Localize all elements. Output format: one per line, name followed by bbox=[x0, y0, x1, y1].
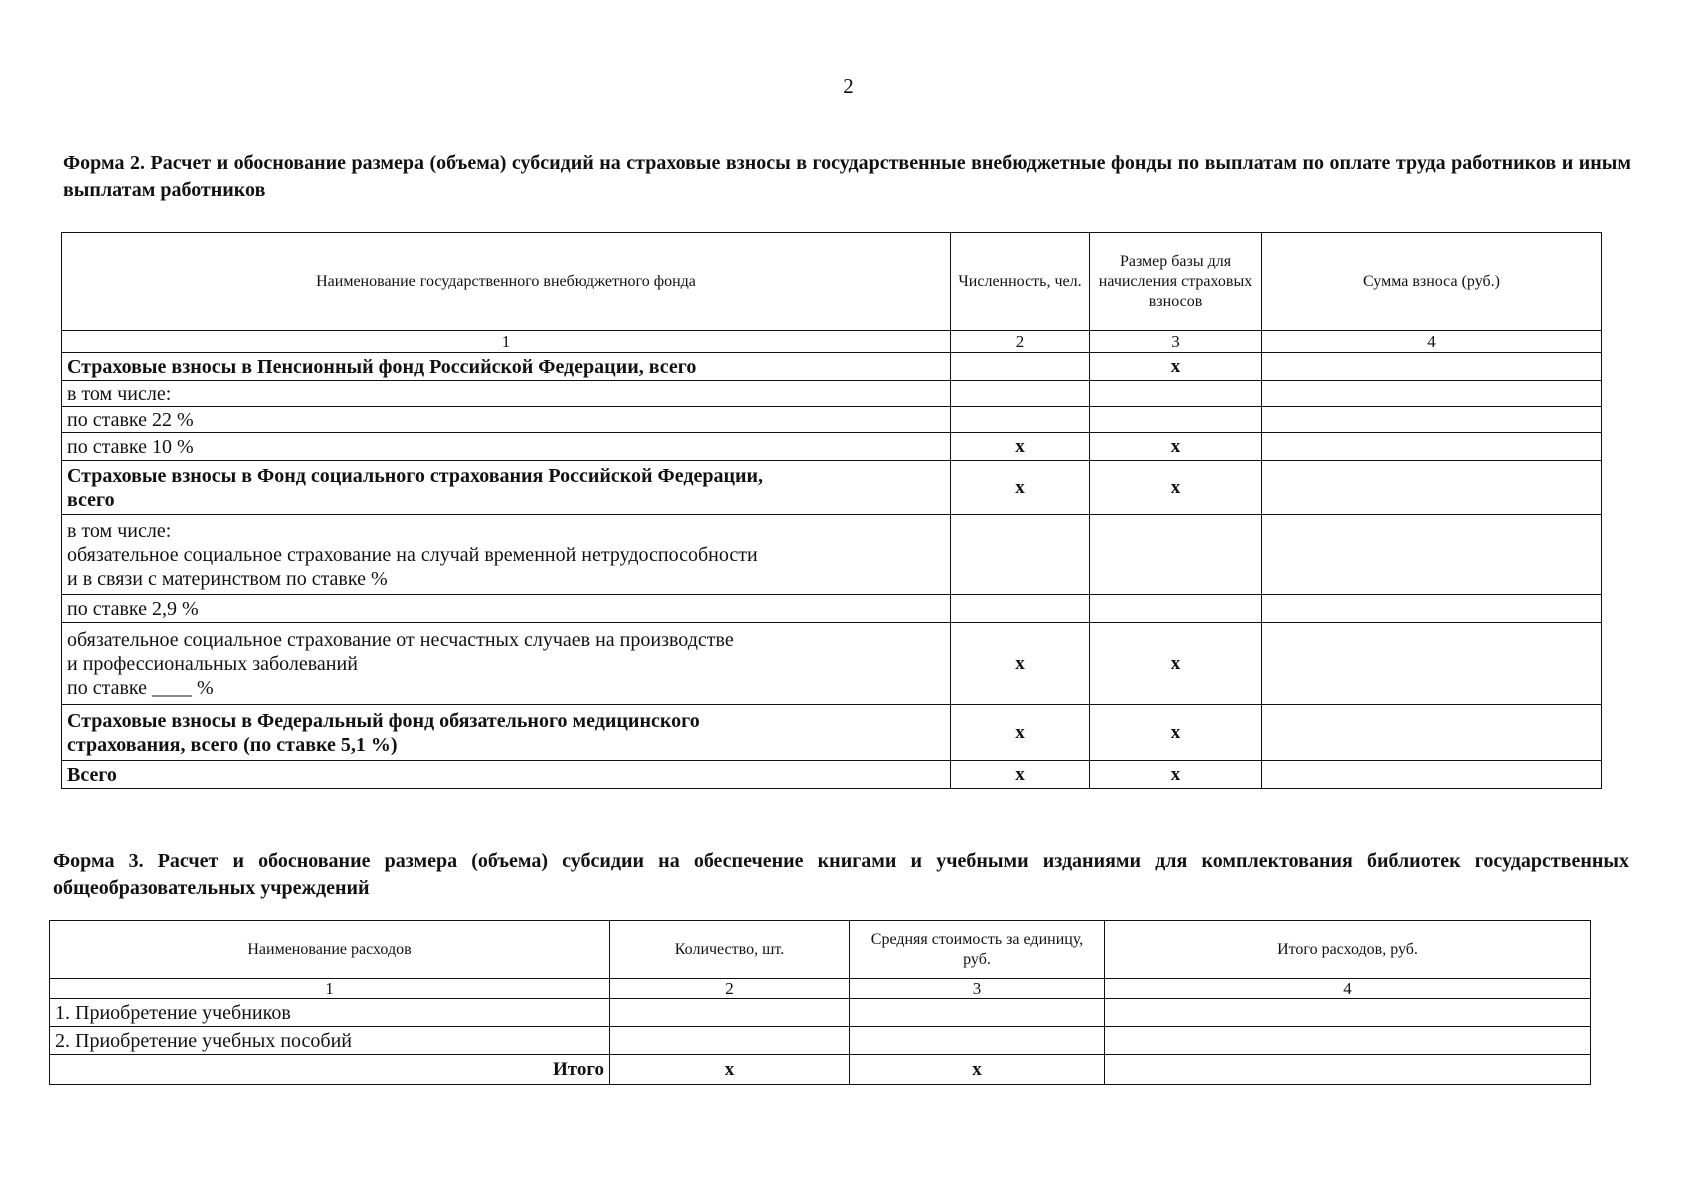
form3-header-avg: Средняя стоимость за единицу, руб. bbox=[850, 921, 1105, 979]
page-number: 2 bbox=[843, 74, 854, 98]
form2-row-label bbox=[62, 407, 951, 433]
form2-row-sum bbox=[1262, 407, 1602, 433]
form3-row-avg bbox=[850, 999, 1105, 1027]
form2-row-base: x bbox=[1090, 705, 1262, 761]
form2-header-name: Наименование государственного внебюджетного фонда bbox=[62, 233, 951, 331]
form2-row-sum bbox=[1262, 705, 1602, 761]
form3-row-qty bbox=[610, 1027, 850, 1055]
form3-header-name: Наименование расходов bbox=[50, 921, 610, 979]
form2-row-base bbox=[1090, 407, 1262, 433]
form3-table bbox=[49, 920, 1591, 1085]
form2-row bbox=[62, 595, 1602, 623]
form2-header-row bbox=[62, 233, 1602, 331]
form2-row-label-line: и в связи с материнством по ставке % bbox=[67, 567, 388, 590]
form2-row-count bbox=[951, 515, 1090, 595]
form2-header-base: Размер базы для начисления страховых взносов bbox=[1090, 233, 1262, 331]
form2-title: Форма 2. Расчет и обоснование размера (объема) субсидий на страховые взносы в государственные внебюджетные фонды по выплатам по оплате труда работников и иным выплатам работников bbox=[63, 152, 1631, 201]
form2-row-label-line: по ставке 2,9 % bbox=[67, 597, 199, 620]
form3-row-qty bbox=[610, 999, 850, 1027]
form2-row-count: x bbox=[951, 623, 1090, 705]
form3-total-avg: x bbox=[850, 1055, 1105, 1085]
form2-row-sum bbox=[1262, 433, 1602, 461]
form2-header-sum: Сумма взноса (руб.) bbox=[1262, 233, 1602, 331]
form2-row-label-line: по ставке 10 % bbox=[67, 435, 194, 458]
form2-row-label-line: в том числе: bbox=[67, 519, 172, 542]
form2-row-label bbox=[62, 705, 951, 761]
form3-row-avg bbox=[850, 1027, 1105, 1055]
form2-row-base: x bbox=[1090, 433, 1262, 461]
form2-row-count: x bbox=[951, 761, 1090, 789]
form2-row-label-line: обязательное социальное страхование на случай временной нетрудоспособности bbox=[67, 543, 758, 566]
form2-row-count bbox=[951, 595, 1090, 623]
form2-row-base: x bbox=[1090, 761, 1262, 789]
form2-row-count: x bbox=[951, 433, 1090, 461]
form3-col-number: 3 bbox=[850, 979, 1105, 999]
form2-header-count: Численность, чел. bbox=[951, 233, 1090, 331]
form2-row-base: x bbox=[1090, 623, 1262, 705]
form2-row-label-line: и профессиональных заболеваний bbox=[67, 652, 358, 675]
form2-row-count bbox=[951, 381, 1090, 407]
form2-row-label-line: в том числе: bbox=[67, 382, 172, 405]
form2-row-count bbox=[951, 353, 1090, 381]
form3-column-numbers-row bbox=[50, 979, 1591, 999]
form2-row-label-line: страхования, всего (по ставке 5,1 %) bbox=[67, 733, 398, 756]
form2-row-label-line: по ставке ____ % bbox=[67, 676, 214, 699]
form2-row bbox=[62, 761, 1602, 789]
form2-row-base: x bbox=[1090, 461, 1262, 515]
form3-title: Форма 3. Расчет и обоснование размера (объема) субсидии на обеспечение книгами и учебными изданиями для комплектования библиотек государственных общеобразовательных учреждений bbox=[53, 850, 1629, 899]
form2-row-base: x bbox=[1090, 353, 1262, 381]
form2-row-base bbox=[1090, 595, 1262, 623]
form2-row-label-line: Страховые взносы в Фонд социального страхования Российской Федерации, bbox=[67, 464, 764, 487]
form2-row-count bbox=[951, 407, 1090, 433]
form2-row-label bbox=[62, 515, 951, 595]
form3-col-number: 2 bbox=[610, 979, 850, 999]
form2-row-sum bbox=[1262, 353, 1602, 381]
form3-total-row bbox=[50, 1055, 1591, 1085]
form2-row-count: x bbox=[951, 705, 1090, 761]
form2-col-number: 2 bbox=[951, 331, 1090, 353]
form2-row bbox=[62, 705, 1602, 761]
form2-row-count: x bbox=[951, 461, 1090, 515]
form2-row-label bbox=[62, 433, 951, 461]
form2-row bbox=[62, 381, 1602, 407]
form2-row bbox=[62, 461, 1602, 515]
form3-row-label: 1. Приобретение учебников bbox=[50, 999, 610, 1027]
form2-col-number: 1 bbox=[62, 331, 951, 353]
form2-row bbox=[62, 407, 1602, 433]
form3-header-qty: Количество, шт. bbox=[610, 921, 850, 979]
form2-row-label bbox=[62, 353, 951, 381]
form3-header-row bbox=[50, 921, 1591, 979]
form2-row-sum bbox=[1262, 381, 1602, 407]
form2-row-label-line: всего bbox=[67, 488, 115, 511]
form2-table bbox=[61, 232, 1602, 789]
form2-row-label bbox=[62, 623, 951, 705]
form2-row-sum bbox=[1262, 761, 1602, 789]
form2-row-label-line: обязательное социальное страхование от несчастных случаев на производстве bbox=[67, 628, 734, 651]
form2-row-sum bbox=[1262, 461, 1602, 515]
form3-total-qty: x bbox=[610, 1055, 850, 1085]
form2-row-sum bbox=[1262, 515, 1602, 595]
form2-row-label-line: по ставке 22 % bbox=[67, 408, 194, 431]
form3-total-label: Итого bbox=[50, 1055, 610, 1085]
form2-row bbox=[62, 353, 1602, 381]
form3-row-total bbox=[1105, 1027, 1591, 1055]
form3-row bbox=[50, 1027, 1591, 1055]
form2-row-label-line: Страховые взносы в Федеральный фонд обязательного медицинского bbox=[67, 709, 700, 732]
form2-column-numbers-row bbox=[62, 331, 1602, 353]
form2-col-number: 4 bbox=[1262, 331, 1602, 353]
form2-row-sum bbox=[1262, 623, 1602, 705]
form2-row-label bbox=[62, 461, 951, 515]
form2-row-label bbox=[62, 761, 951, 789]
form3-col-number: 1 bbox=[50, 979, 610, 999]
form2-row bbox=[62, 433, 1602, 461]
form2-col-number: 3 bbox=[1090, 331, 1262, 353]
form2-row-label bbox=[62, 595, 951, 623]
form2-row bbox=[62, 515, 1602, 595]
form3-row-total bbox=[1105, 999, 1591, 1027]
form2-row-label bbox=[62, 381, 951, 407]
form2-row-sum bbox=[1262, 595, 1602, 623]
form2-row-label-line: Страховые взносы в Пенсионный фонд Российской Федерации, всего bbox=[67, 355, 697, 378]
form3-row-label: 2. Приобретение учебных пособий bbox=[50, 1027, 610, 1055]
form3-header-total: Итого расходов, руб. bbox=[1105, 921, 1591, 979]
form2-row-base bbox=[1090, 381, 1262, 407]
form2-row-label-line: Всего bbox=[67, 763, 117, 786]
form2-row bbox=[62, 623, 1602, 705]
form3-row bbox=[50, 999, 1591, 1027]
form2-row-base bbox=[1090, 515, 1262, 595]
form3-col-number: 4 bbox=[1105, 979, 1591, 999]
form3-total-sum bbox=[1105, 1055, 1591, 1085]
